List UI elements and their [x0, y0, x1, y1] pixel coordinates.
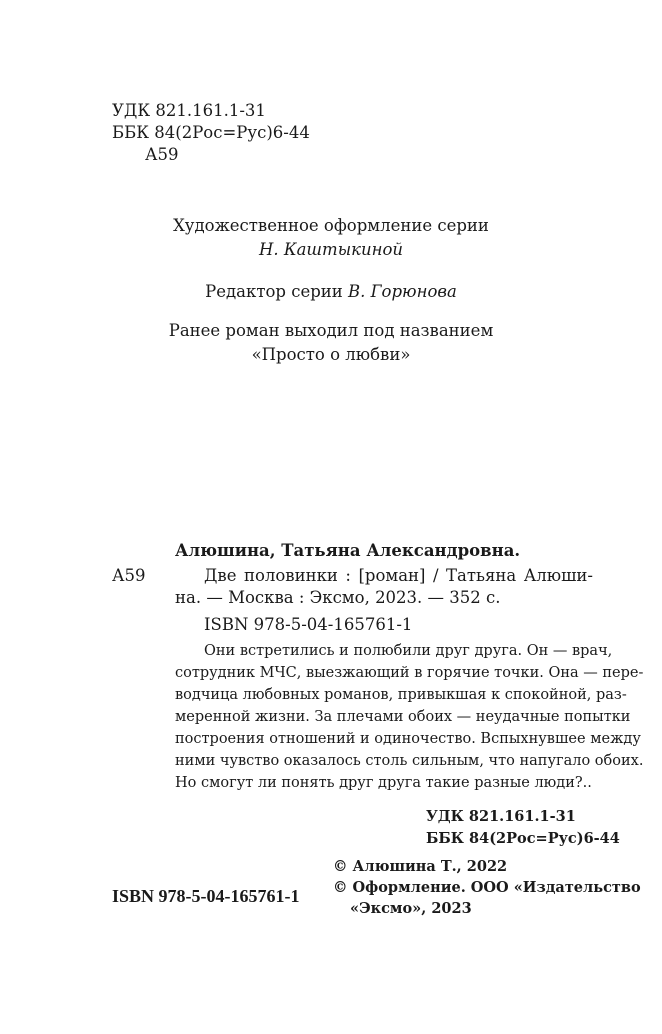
annotation-line: ними чувство оказалось столь сильным, что напугало обоих. — [175, 753, 644, 769]
annotation-last-line: Но смогут ли понять друг друга такие разные люди?.. — [175, 775, 592, 791]
design-credit-line: Художественное оформление серии — [173, 216, 489, 235]
catalog-author: Алюшина, Татьяна Александровна. — [175, 541, 521, 560]
designer-name: Н. Каштыкиной — [258, 240, 404, 259]
isbn-main: ISBN 978-5-04-165761-1 — [112, 886, 300, 906]
author-mark: А59 — [145, 145, 179, 164]
copyright-publisher: «Эксмо», 2023 — [350, 900, 472, 917]
annotation-line: меренной жизни. За плечами обоих — неудачные попытки — [175, 709, 631, 725]
udk-code-bottom: УДК 821.161.1-31 — [426, 808, 576, 825]
annotation-line: сотрудник МЧС, выезжающий в горячие точки. Она — пере- — [175, 665, 644, 681]
copyright-author: © Алюшина Т., 2022 — [333, 858, 508, 875]
editor-credit — [0, 281, 662, 303]
catalog-mark: А59 — [112, 566, 146, 585]
catalog-title-line2: на. — Москва : Эксмо, 2023. — 352 с. — [175, 588, 501, 607]
catalog-isbn: ISBN 978-5-04-165761-1 — [204, 615, 413, 634]
annotation-line: Они встретились и полюбили друг друга. Он — врач, — [204, 643, 613, 659]
bbk-code: ББК 84(2Рос=Рус)6-44 — [112, 123, 310, 142]
editor-prefix: Редактор серии — [205, 282, 343, 301]
previous-title-line: Ранее роман выходил под названием — [168, 321, 494, 340]
editor-name: В. Горюнова — [348, 282, 457, 301]
annotation-line: водчица любовных романов, привыкшая к спокойной, раз- — [175, 687, 627, 703]
udk-code: УДК 821.161.1-31 — [112, 101, 266, 120]
bbk-code-bottom: ББК 84(2Рос=Рус)6-44 — [426, 830, 620, 847]
annotation-line: построения отношений и одиночество. Вспыхнувшее между — [175, 731, 641, 747]
copyright-design: © Оформление. ООО «Издательство — [333, 879, 641, 896]
catalog-title-line1: Две половинки : [роман] / Татьяна Алюши- — [204, 566, 593, 585]
previous-title: «Просто о любви» — [251, 345, 411, 364]
